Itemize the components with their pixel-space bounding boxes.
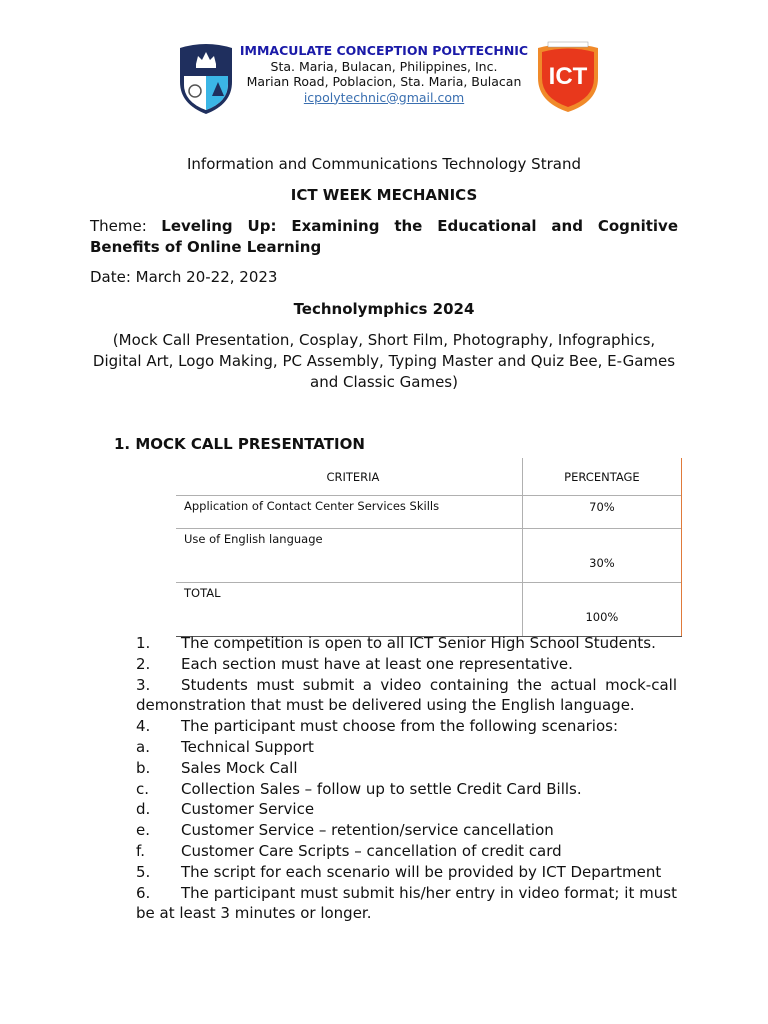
school-address-line2: Marian Road, Poblacion, Sta. Maria, Bulacan bbox=[246, 74, 522, 89]
list-item: 5. The script for each scenario will be provided by ICT Department bbox=[136, 862, 662, 881]
list-item: 4. The participant must choose from the following scenarios: bbox=[136, 717, 619, 736]
table-header-criteria: CRITERIA bbox=[176, 458, 522, 496]
list-item: 2. Each section must have at least one representative. bbox=[136, 654, 573, 673]
criteria-table bbox=[176, 458, 682, 637]
table-row bbox=[176, 496, 682, 529]
school-name: IMMACULATE CONCEPTION POLYTECHNIC bbox=[239, 43, 529, 58]
list-item: 1. The competition is open to all ICT Senior High School Students. bbox=[136, 634, 656, 652]
table-row-total bbox=[176, 583, 682, 637]
list-item: 6. The participant must submit his/her entry in video format; it must be at least 3 minutes or longer. bbox=[136, 883, 677, 923]
list-item: e. Customer Service – retention/service cancellation bbox=[136, 821, 554, 840]
section-heading-mock-call: 1. MOCK CALL PRESENTATION bbox=[114, 435, 365, 453]
table-cell-criteria: TOTAL bbox=[176, 583, 522, 637]
rules-list bbox=[136, 633, 677, 924]
list-item: f. Customer Care Scripts – cancellation of credit card bbox=[136, 841, 562, 860]
ict-shield-logo bbox=[534, 40, 602, 114]
school-email-link[interactable]: icpolytechnic@gmail.com bbox=[303, 89, 465, 105]
table-cell-percentage: 100% bbox=[522, 583, 681, 637]
theme-paragraph bbox=[90, 216, 678, 258]
list-item: d. Customer Service bbox=[136, 800, 315, 819]
mechanics-title: ICT WEEK MECHANICS bbox=[290, 186, 478, 204]
table-header-percentage: PERCENTAGE bbox=[522, 458, 681, 496]
strand-title: Information and Communications Technology Strand bbox=[187, 155, 581, 173]
event-list: (Mock Call Presentation, Cosplay, Short Film, Photography, Infographics, Digital Art, Logo Making, PC Assembly, Typing Master and Quiz Bee, E-Games and Classic Games) bbox=[92, 331, 676, 391]
theme-text: Leveling Up: Examining the Educational and Cognitive Benefits of Online Learning bbox=[90, 217, 678, 256]
table-cell-percentage: 70% bbox=[522, 496, 681, 529]
table-cell-criteria: Application of Contact Center Services Skills bbox=[176, 496, 522, 529]
theme-label: Theme: bbox=[90, 217, 147, 235]
event-date: Date: March 20-22, 2023 bbox=[90, 268, 278, 286]
list-item: b. Sales Mock Call bbox=[136, 758, 298, 777]
letterhead bbox=[0, 0, 768, 120]
school-seal-icon bbox=[176, 42, 236, 116]
list-item: a. Technical Support bbox=[136, 737, 314, 756]
list-item: 3. Students must submit a video containing the actual mock-call demonstration that must be delivered using the English language. bbox=[136, 675, 677, 715]
event-title: Technolymphics 2024 bbox=[293, 300, 475, 318]
table-header-row bbox=[176, 458, 682, 496]
school-address-line1: Sta. Maria, Bulacan, Philippines, Inc. bbox=[270, 58, 498, 74]
ict-logo-text: ICT bbox=[548, 63, 588, 90]
list-item: c. Collection Sales – follow up to settle Credit Card Bills. bbox=[136, 779, 582, 798]
school-info bbox=[236, 43, 532, 105]
table-cell-percentage: 30% bbox=[522, 529, 681, 583]
table-row bbox=[176, 529, 682, 583]
table-cell-criteria: Use of English language bbox=[176, 529, 522, 583]
